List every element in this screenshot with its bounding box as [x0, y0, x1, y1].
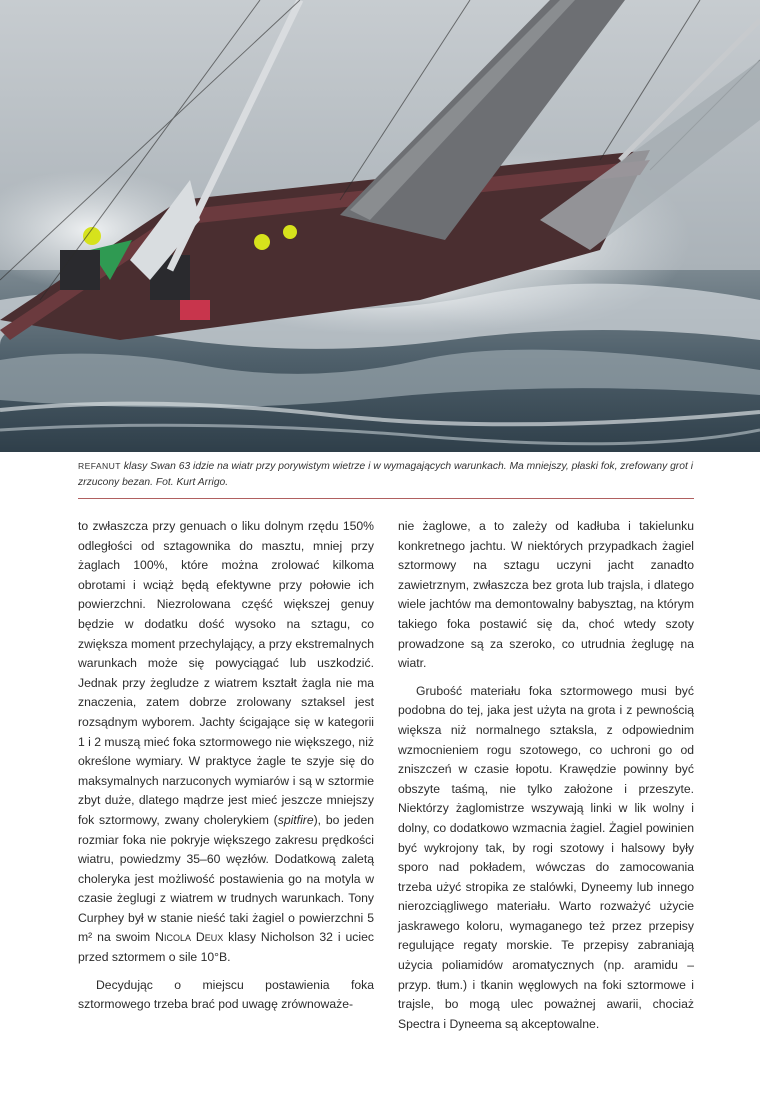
yacht-in-storm-image	[0, 0, 760, 452]
left-paragraph-2: Decydując o miejscu postawienia foka sztormowego trzeba brać pod uwagę zrównoważe-	[78, 977, 374, 1012]
right-paragraph-1: nie żaglowe, a to zależy od kadłuba i takielunku konkretnego jachtu. W niektórych przypadkach żagiel sztormowy na sztagu uczyni jacht zanadto zawietrznym, zwłaszcza bez grota lub trajsla, i dlatego wiele jachtów ma demontowalny babysztag, na którym takiego foka postawić się da, choć wtedy szoty prowadzone są za szeroko, co utrudnia żeglugę na wiatr.	[398, 519, 694, 671]
caption-divider	[78, 498, 694, 499]
left-p1-text-a: to zwłaszcza przy genuach o liku dolnym rzędu 150% odległości od sztagownika do masztu, mniej przy żaglach 100%, które można zrolować kilkoma obrotami i wciąż będą efektywne przy połowie ich powierzchni. Niezrolowana część większej genuy będzie w dodatku dość wysoko na sztagu, co zwiększa moment przechylający, a przy ekstremalnych warunkach może się powyciągać lub uszkodzić. Jednak przy żegludze z wiatrem kształt żagla nie ma znaczenia, zatem dobrze zrolowany sztaksel jest rozsądnym wyborem. Jachty ścigające się w kategorii 1 i 2 muszą mieć foka sztormowego nie większego, niż określone wymiary. W praktyce żagle te szyje się do maksymalnych narzuconych wymiarów i są w sztormie zbyt duże, dlatego mądrze jest mieć jeszcze mniejszy fok sztormowy, zwany cholerykiem (	[78, 519, 375, 827]
left-p1-text-c: klasy Nicholson 32 i uciec przed sztormem o sile 10°B.	[78, 930, 374, 965]
figure-caption	[78, 458, 698, 491]
left-p1-italic: spitfire	[277, 812, 314, 827]
left-p1-boat-name: Nicola Deux	[155, 930, 224, 945]
sailing-photo	[0, 0, 760, 452]
caption-text: klasy Swan 63 idzie na wiatr przy porywistym wietrze i w wymagających warunkach. Ma mniejszy, płaski fok, zrefowany grot i zrzucony bezan. Fot. Kurt Arrigo.	[78, 461, 693, 488]
left-p1-text-b: ), bo jeden rozmiar foka nie pokryje większego zakresu prędkości wiatru, powiedzmy 35–60 węzłów. Dodatkową zaletą choleryka jest możliwość postawienia go na motyla w czasie żeglugi z wiatrem w trudnych warunkach. Tony Curphey był w stanie nieść taki żagiel o powierzchni 5 m² na swoim	[78, 812, 374, 945]
right-paragraph-2: Grubość materiału foka sztormowego musi być podobna do tej, jaka jest użyta na grota i z pewnością większa niż normalnego sztaksla, z odpowiednim wzmocnieniem rogu szotowego, co uchroni go od zniszczeń w czasie łopotu. Krawędzie powinny być obszyte taśmą, nie tylko założone i przeszyte. Niektórzy żaglomistrze wszywają linki w lik wolny i dolny, co dodatkowo wzmacnia żagiel. Żagiel powinien być wykrojony tak, by rogi szotowy i halsowy były sporo nad pokładem, wówczas do zamocowania trzeba użyć stropika ze stalówki, Dyneemy lub innego nierozciągliwego materiału. Warto rozważyć użycie jaskrawego koloru, wymaganego też przez przepisy regulujące regaty morskie. Te przepisy zabraniają użycia poliamidów aromatycznych (np. aramidu – przyp. tłum.) i tkanin węglowych na foki sztormowe i trajsle, bo mogą ulec poważnej awarii, chociaż Spectra i Dyneema są akceptowalne.	[398, 683, 694, 1031]
right-text-column	[398, 517, 694, 1034]
left-text-column	[78, 517, 374, 1015]
caption-boat-name: REFANUT	[78, 461, 121, 471]
left-paragraph-1	[78, 517, 374, 968]
